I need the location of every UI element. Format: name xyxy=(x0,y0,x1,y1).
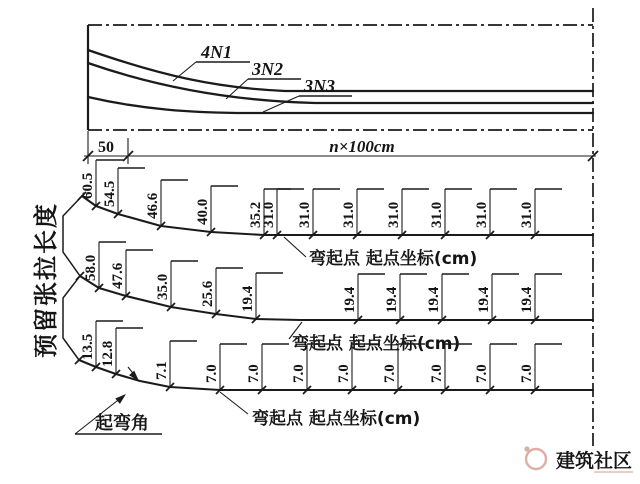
watermark xyxy=(524,446,633,472)
left-axis-group xyxy=(32,192,86,364)
ordinate-value: 7.0 xyxy=(519,364,535,383)
ordinate-value: 7.1 xyxy=(154,361,170,380)
ordinate-value: 19.4 xyxy=(384,286,400,313)
ordinate-value: 7.0 xyxy=(382,364,398,383)
watermark-text: 建筑社区 xyxy=(556,450,633,472)
ordinate-value: 19.4 xyxy=(342,286,358,313)
ordinate-value: 19.4 xyxy=(240,285,256,312)
ordinate-value: 31.0 xyxy=(519,201,535,228)
ordinate-value: 19.4 xyxy=(519,286,535,313)
dim-span: n×100cm xyxy=(329,137,395,156)
tendon-label-text: 4N1 xyxy=(201,42,232,62)
ordinate-value: 35.0 xyxy=(155,273,171,300)
ordinate-value: 54.5 xyxy=(102,180,118,207)
row3-label: 弯起点 起点坐标(cm) xyxy=(252,409,421,429)
row1-leader xyxy=(284,237,306,257)
ordinate-value: 7.0 xyxy=(474,364,490,383)
ordinate-value: 58.0 xyxy=(83,254,99,281)
row2-label: 弯起点 起点坐标(cm) xyxy=(292,334,461,354)
ordinate-value: 19.4 xyxy=(426,286,442,313)
label-leader xyxy=(263,96,299,112)
ordinate-value: 35.2 xyxy=(248,201,264,228)
arrowhead-icon xyxy=(115,394,126,404)
ordinate-value: 31.0 xyxy=(474,201,490,228)
ordinate-value: 47.6 xyxy=(110,262,126,289)
ordinate-value: 31.0 xyxy=(341,201,357,228)
ordinate-value: 7.0 xyxy=(291,364,307,383)
ordinate-value: 19.4 xyxy=(476,286,492,313)
ordinate-value: 7.0 xyxy=(336,364,352,383)
ordinate-value: 7.0 xyxy=(204,364,220,383)
row1-label: 弯起点 起点坐标(cm) xyxy=(309,249,478,269)
ordinate-value: 60.5 xyxy=(80,172,96,199)
ordinate-value: 25.6 xyxy=(200,280,216,307)
ordinate-value: 13.5 xyxy=(80,333,96,360)
ordinate-value: 46.6 xyxy=(145,192,161,219)
ordinate-value: 31.0 xyxy=(261,201,277,228)
tendon-label-3n2 xyxy=(226,59,301,99)
row3-leader xyxy=(220,392,248,414)
tendon-label-text: 3N3 xyxy=(304,76,335,96)
ordinate-value: 7.0 xyxy=(246,364,262,383)
ordinate-value: 12.8 xyxy=(100,340,116,367)
beam-elevation xyxy=(88,25,593,130)
ordinate-row-1 xyxy=(80,160,593,269)
dim-left-offset: 50 xyxy=(98,139,114,156)
tendon-curve-3n3 xyxy=(88,97,593,113)
tendon-label-4n1 xyxy=(173,42,250,81)
ordinate-value: 31.0 xyxy=(429,201,445,228)
row1-ordinates xyxy=(80,160,562,239)
watermark-logo-icon xyxy=(526,449,546,469)
dimension-row xyxy=(83,131,598,164)
ordinate-value: 40.0 xyxy=(195,198,211,225)
ordinate-value: 31.0 xyxy=(297,201,313,228)
ordinate-value: 7.0 xyxy=(429,364,445,383)
bend-angle-label: 起弯角 xyxy=(95,413,149,434)
watermark-logo-dot xyxy=(524,446,529,451)
ordinate-value: 31.0 xyxy=(386,201,402,228)
reserved-tension-length-label: 预留张拉长度 xyxy=(32,202,60,358)
tendon-label-text: 3N2 xyxy=(252,59,283,79)
tendon-label-3n3 xyxy=(263,76,352,112)
bend-angle-group xyxy=(75,367,162,434)
tendon-curve-3n2 xyxy=(88,63,593,103)
